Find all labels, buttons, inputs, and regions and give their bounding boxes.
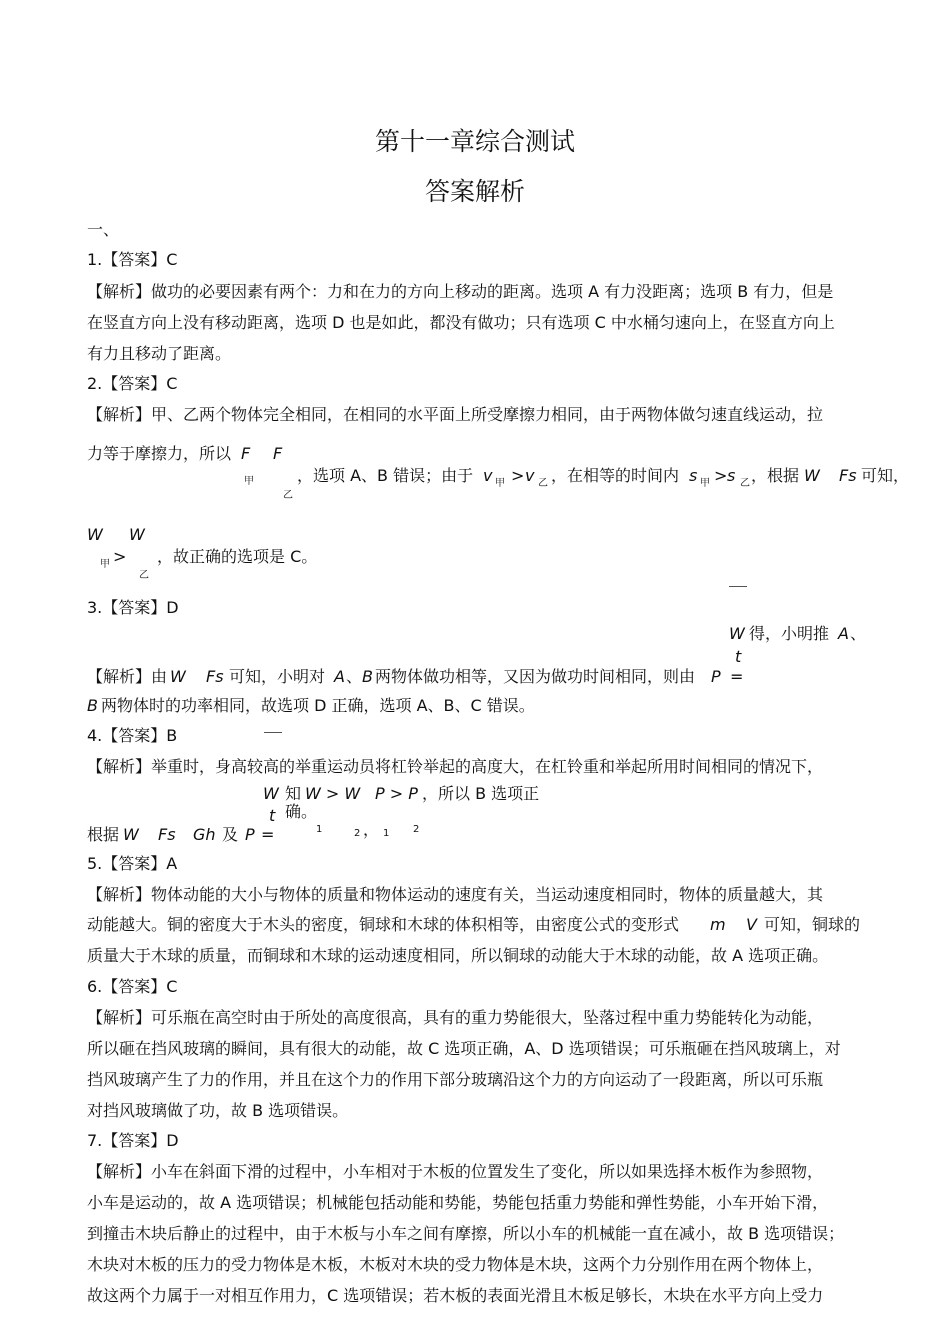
subscript-2: 2 <box>354 828 361 839</box>
q4-text: 知 <box>285 784 302 803</box>
subscript-yi: 乙 <box>283 490 293 501</box>
fraction-denominator: t <box>269 806 276 825</box>
formula-var-f: F <box>273 444 283 463</box>
q7-line: 故这两个力属于一对相互作用力，C 选项错误；若木板的表面光滑且木板足够长，木块在水平方向上受力 <box>87 1286 824 1305</box>
q3-text: 得，小明推 <box>749 624 830 643</box>
formula-var-b: B <box>362 667 373 686</box>
q7-line: 【解析】小车在斜面下滑的过程中，小车相对于木板的位置发生了变化，所以如果选择木板作为参照物， <box>87 1162 824 1181</box>
formula-var-v: v <box>483 466 493 485</box>
formula-var-w: W <box>123 825 139 844</box>
q5-line: 动能越大。铜的密度大于木头的密度，铜球和木球的体积相等，由密度公式的变形式 <box>87 915 680 934</box>
q7-line: 小车是运动的，故 A 选项错误；机械能包括动能和势能，势能包括重力势能和弹性势能，小车开始下滑， <box>87 1193 829 1212</box>
operator-eq: = <box>261 825 275 844</box>
formula-var-w: W <box>129 525 145 544</box>
q4-text: ，所以 B 选项正 <box>422 784 540 803</box>
subscript-jia: 甲 <box>495 478 505 489</box>
q1-line: 有力且移动了距离。 <box>87 344 232 363</box>
subscript-yi: 乙 <box>139 570 149 581</box>
subscript-jia: 甲 <box>100 559 110 570</box>
subscript-yi: 乙 <box>538 478 548 489</box>
q4-text: 确。 <box>285 802 318 821</box>
formula-gh: Gh <box>193 825 216 844</box>
q6-line: 挡风玻璃产生了力的作用，并且在这个力的作用下部分玻璃沿这个力的方向运动了一段距离，所以可乐瓶 <box>87 1070 824 1089</box>
formula-var-s: s <box>689 466 698 485</box>
q3-text: 、 <box>346 667 363 686</box>
subscript-1: 1 <box>383 828 390 839</box>
formula-fs: Fs <box>206 667 224 686</box>
q4-line: 【解析】举重时，身高较高的举重运动员将杠铃举起的高度大，在杠铃重和举起所用时间相同的情况下， <box>87 757 824 776</box>
operator-gt: > <box>511 466 525 485</box>
page-title: 第十一章综合测试 <box>374 127 575 156</box>
q2-text: ，选项 A、B 错误；由于 <box>297 466 474 485</box>
q2-text: 可知， <box>861 466 910 485</box>
comma: ， <box>363 820 380 839</box>
formula-var-w: W <box>87 525 103 544</box>
formula-var-p: P <box>711 667 721 686</box>
q7-line: 到撞击木块后静止的过程中，由于木板与小车之间有摩擦，所以小车的机械能一直在减小，故 B 选项错误； <box>87 1224 845 1243</box>
formula-var-w: W <box>804 466 820 485</box>
q2-answer: 2.【答案】C <box>87 374 178 393</box>
subscript-jia: 甲 <box>244 476 254 487</box>
q3-text: 【解析】由 <box>87 667 168 686</box>
formula-fs: Fs <box>839 466 857 485</box>
q3-text: 两物体做功相等，又因为做功时间相同，则由 <box>375 667 696 686</box>
fraction-denominator: t <box>735 647 742 666</box>
formula-var-a: A <box>838 624 849 643</box>
q2-line: ，故正确的选项是 C。 <box>157 547 318 566</box>
subscript-jia: 甲 <box>700 478 710 489</box>
q5-answer: 5.【答案】A <box>87 854 178 873</box>
formula-p-compare: P > P <box>375 784 418 803</box>
formula-var-v: v <box>525 466 535 485</box>
formula-var-a: A <box>334 667 345 686</box>
fraction-numerator: W <box>729 624 745 643</box>
page-subtitle: 答案解析 <box>424 177 525 206</box>
formula-var-m: m <box>710 915 726 934</box>
formula-var-b: B <box>87 696 98 715</box>
q6-line: 对挡风玻璃做了功，故 B 选项错误。 <box>87 1101 349 1120</box>
operator-gt: > <box>113 547 127 566</box>
subscript-1: 1 <box>316 824 323 835</box>
q3-line: 两物体时的功率相同，故选项 D 正确，选项 A、B、C 错误。 <box>101 696 535 715</box>
q5-line: 【解析】物体动能的大小与物体的质量和物体运动的速度有关，当运动速度相同时，物体的质量越大，其 <box>87 885 824 904</box>
q1-line: 在竖直方向上没有移动距离，选项 D 也是如此，都没有做功；只有选项 C 中水桶匀速向上，在竖直方向上 <box>87 313 835 332</box>
q4-text: 及 <box>222 825 239 844</box>
q1-line: 【解析】做功的必要因素有两个：力和在力的方向上移动的距离。选项 A 有力没距离；选项 B 有力，但是 <box>87 282 834 301</box>
q6-line: 【解析】可乐瓶在高空时由于所处的高度很高，具有的重力势能很大，坠落过程中重力势能转化为动能， <box>87 1008 824 1027</box>
q5-text: 可知，铜球的 <box>764 915 861 934</box>
formula-fs: Fs <box>158 825 176 844</box>
formula-var-p: P <box>245 825 255 844</box>
q2-line: 【解析】甲、乙两个物体完全相同，在相同的水平面上所受摩擦力相同，由于两物体做匀速直线运动，拉 <box>87 405 824 424</box>
formula-var-w: W <box>170 667 186 686</box>
formula-var-v: V <box>746 915 757 934</box>
q3-answer: 3.【答案】D <box>87 598 179 617</box>
q3-text: 可知，小明对 <box>229 667 326 686</box>
fraction-bar <box>729 586 747 587</box>
operator-gt: > <box>714 466 728 485</box>
q2-text: ，在相等的时间内 <box>551 466 680 485</box>
formula-var-f: F <box>241 444 251 463</box>
subscript-2: 2 <box>413 824 420 835</box>
fraction-bar <box>264 732 282 733</box>
q7-line: 木块对木板的压力的受力物体是木板，木板对木块的受力物体是木块，这两个力分别作用在两个物体上， <box>87 1255 824 1274</box>
formula-w-compare: W > W <box>305 784 361 803</box>
formula-var-s: s <box>727 466 736 485</box>
q6-line: 所以砸在挡风玻璃的瞬间，具有很大的动能，故 C 选项正确，A、D 选项错误；可乐瓶砸在挡风玻璃上，对 <box>87 1039 841 1058</box>
fraction-numerator: W <box>263 784 279 803</box>
subscript-yi: 乙 <box>740 478 750 489</box>
q2-text: ，根据 <box>751 466 800 485</box>
q6-answer: 6.【答案】C <box>87 977 178 996</box>
section-heading: 一、 <box>87 220 120 239</box>
q5-line: 质量大于木球的质量，而铜球和木球的运动速度相同，所以铜球的动能大于木球的动能，故 A 选项正确。 <box>87 946 829 965</box>
q2-line-prefix: 力等于摩擦力，所以 <box>87 444 232 463</box>
q1-answer: 1.【答案】C <box>87 250 178 269</box>
q7-answer: 7.【答案】D <box>87 1131 179 1150</box>
q4-text: 根据 <box>87 825 120 844</box>
q4-answer: 4.【答案】B <box>87 726 178 745</box>
operator-eq: = <box>730 667 744 686</box>
q3-text: 、 <box>850 624 867 643</box>
